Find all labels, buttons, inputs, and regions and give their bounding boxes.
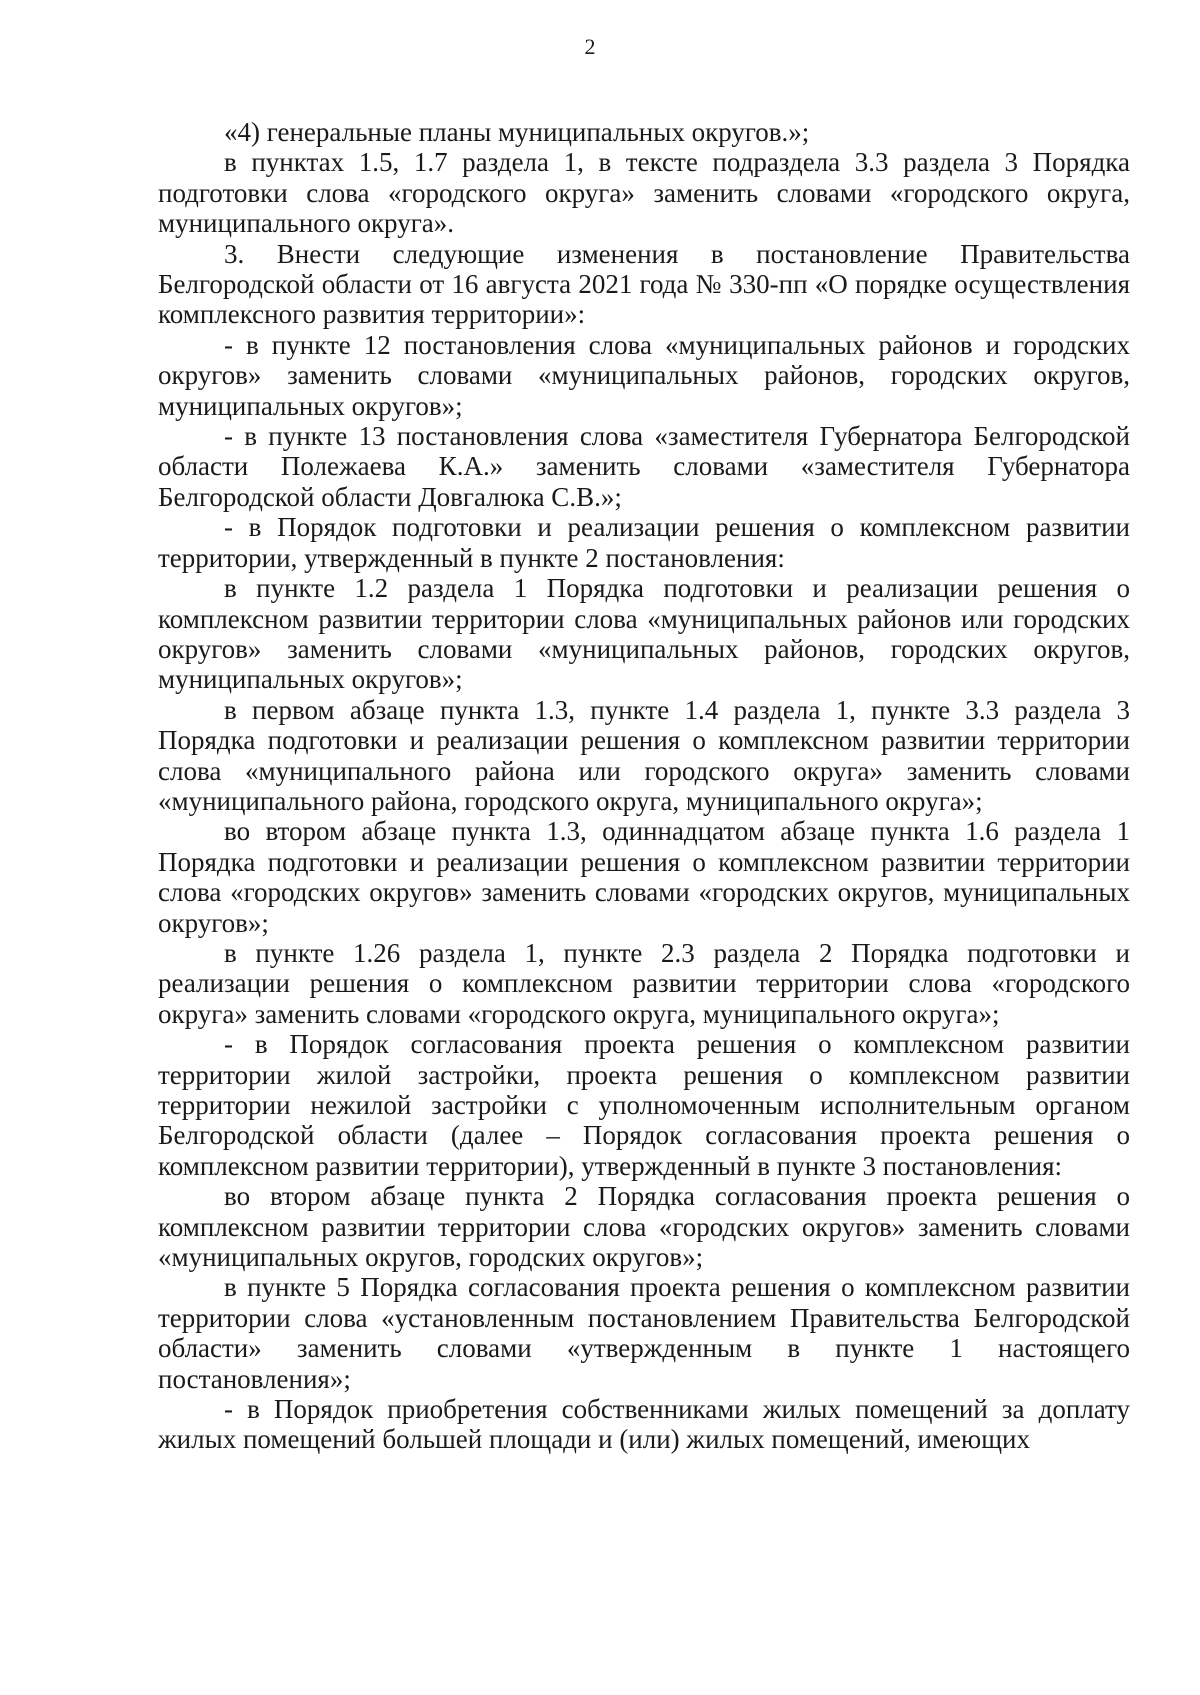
paragraph-11: - в Порядок согласования проекта решения о комплексном развитии территории жилой застройки, проекта решения о комплексном развитии территории нежилой застройки с уполномоченным исполнительным органом Белгородской области (далее – Порядок согласования проекта решения о комплексном развитии территории), утвержденный в пункте 3 постановления: xyxy=(158,1029,1130,1181)
paragraph-13: в пункте 5 Порядка согласования проекта решения о комплексном развитии территории слова «установленным постановлением Правительства Белгородской области» заменить словами «утвержденным в пункте 1 настоящего постановления»; xyxy=(158,1272,1130,1394)
paragraph-10: в пункте 1.26 раздела 1, пункте 2.3 раздела 2 Порядка подготовки и реализации решения о комплексном развитии территории слова «городского округа» заменить словами «городского округа, муниципального округа»; xyxy=(158,937,1130,1029)
paragraph-9: во втором абзаце пункта 1.3, одиннадцатом абзаце пункта 1.6 раздела 1 Порядка подготовки и реализации решения о комплексном развитии территории слова «городских округов» заменить словами «городских округов, муниципальных округов»; xyxy=(158,816,1130,938)
paragraph-6: - в Порядок подготовки и реализации решения о комплексном развитии территории, утвержденный в пункте 2 постановления: xyxy=(158,512,1130,573)
paragraph-4: - в пункте 12 постановления слова «муниципальных районов и городских округов» заменить словами «муниципальных районов, городских округов, муниципальных округов»; xyxy=(158,329,1130,421)
paragraph-8: в первом абзаце пункта 1.3, пункте 1.4 раздела 1, пункте 3.3 раздела 3 Порядка подготовки и реализации решения о комплексном развитии территории слова «муниципального района или городского округа» заменить словами «муниципального района, городского округа, муниципального округа»; xyxy=(158,694,1130,816)
paragraph-2: в пунктах 1.5, 1.7 раздела 1, в тексте подраздела 3.3 раздела 3 Порядка подготовки слова «городского округа» заменить словами «городского округа, муниципального округа». xyxy=(158,147,1130,239)
paragraph-5: - в пункте 13 постановления слова «заместителя Губернатора Белгородской области Полежаева К.А.» заменить словами «заместителя Губернатора Белгородской области Довгалюка С.В.»; xyxy=(158,421,1130,512)
paragraph-3: 3. Внести следующие изменения в постановление Правительства Белгородской области от 16 августа 2021 года № 330-пп «О порядке осуществления комплексного развития территории»: xyxy=(158,238,1130,330)
document-body xyxy=(158,117,1130,1455)
paragraph-14: - в Порядок приобретения собственниками жилых помещений за доплату жилых помещений большей площади и (или) жилых помещений, имеющих xyxy=(158,1394,1130,1455)
page-number: 2 xyxy=(584,34,596,59)
paragraph-7: в пункте 1.2 раздела 1 Порядка подготовки и реализации решения о комплексном развитии территории слова «муниципальных районов или городских округов» заменить словами «муниципальных районов, городских округов, муниципальных округов»; xyxy=(158,573,1130,695)
paragraph-1: «4) генеральные планы муниципальных округов.»; xyxy=(224,117,810,147)
paragraph-12: во втором абзаце пункта 2 Порядка согласования проекта решения о комплексном развитии территории слова «городских округов» заменить словами «муниципальных округов, городских округов»; xyxy=(158,1181,1130,1273)
